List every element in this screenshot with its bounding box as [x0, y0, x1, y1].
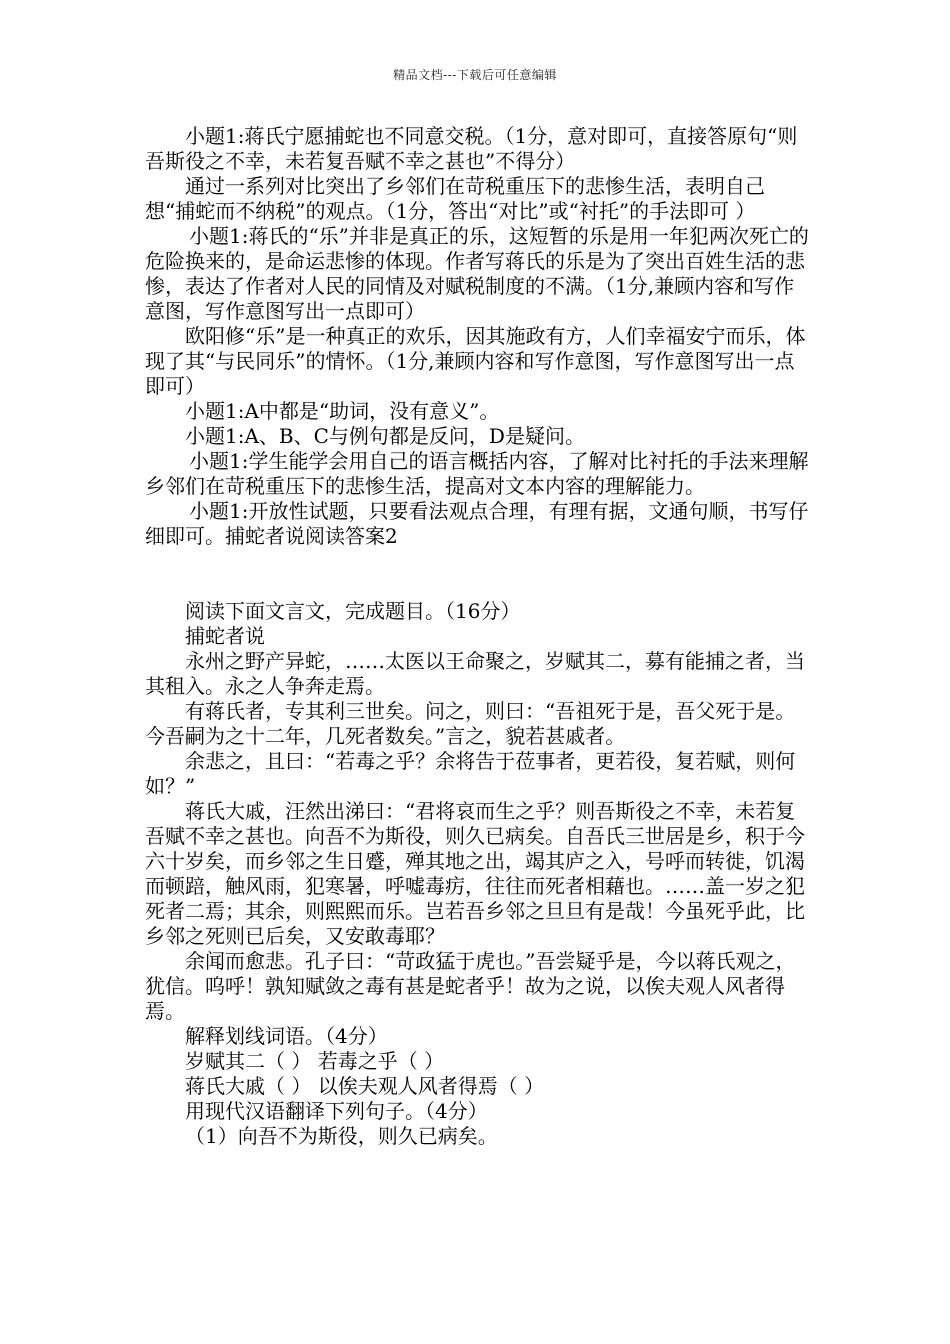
- answer-paragraph-8: 小题1:开放性试题，只要看法观点合理，有理有据，文通句顺，书写仔细即可。捕蛇者说阅读答案2: [145, 499, 809, 548]
- answer-paragraph-7: 小题1:学生能学会用自己的语言概括内容，了解对比衬托的手法来理解乡邻们在苛税重压下的悲惨生活，提高对文本内容的理解能力。: [145, 449, 809, 498]
- passage-paragraph-5: 余闻而愈悲。孔子曰：“苛政猛于虎也。”吾尝疑乎是，今以蒋氏观之，犹信。呜呼！孰知赋敛之毒有甚是蛇者乎！故为之说，以俟夫观人风者得焉。: [145, 949, 796, 1023]
- question-vocab: 解释划线词语。（4分）: [185, 1024, 388, 1048]
- document-body: [145, 124, 810, 1149]
- answer-paragraph-3: 小题1:蒋氏的“乐”并非是真正的乐，这短暂的乐是用一年犯两次死亡的危险换来的，是命运悲惨的体现。作者写蒋氏的乐是为了突出百姓生活的悲惨，表达了作者对人民的同情及对赋税制度的不满。（1分,兼顾内容和写作意图，写作意图写出一点即可）: [145, 224, 809, 323]
- question-translate-item-1: （1）向吾不为斯役，则久已病矣。: [185, 1124, 498, 1148]
- question-translate: 用现代汉语翻译下列句子。（4分）: [185, 1099, 488, 1123]
- question-intro: 阅读下面文言文，完成题目。（16分）: [185, 599, 521, 623]
- page-header: 精品文档---下载后可任意编辑: [393, 68, 557, 82]
- answer-paragraph-4: 欧阳修“乐”是一种真正的欢乐，因其施政有方，人们幸福安宁而乐，体现了其“与民同乐”的情怀。（1分,兼顾内容和写作意图，写作意图写出一点即可）: [145, 324, 806, 398]
- answer-paragraph-2: 通过一系列对比突出了乡邻们在苛税重压下的悲惨生活，表明自己想“捕蛇而不纳税”的观点。（1分，答出“对比”或“衬托”的手法即可 ）: [145, 174, 765, 223]
- question-vocab-line-1: 岁赋其二（ ） 若毒之乎（ ）: [185, 1049, 445, 1073]
- passage-title: 捕蛇者说: [185, 624, 265, 648]
- passage-paragraph-4: 蒋氏大戚，汪然出涕曰：“君将哀而生之乎？则吾斯役之不幸，未若复吾赋不幸之甚也。向吾不为斯役，则久已病矣。自吾氏三世居是乡，积于今六十岁矣，而乡邻之生日蹙，殚其地之出，竭其庐之入，号呼而转徙，饥渴而顿踣，触风雨，犯寒暑，呼嘘毒疠，往往而死者相藉也。……盖一岁之犯死者二焉；其余，则熙熙而乐。岂若吾乡邻之旦旦有是哉！今虽死乎此，比乡邻之死则已后矣，又安敢毒耶？: [145, 799, 805, 948]
- passage-paragraph-1: 永州之野产异蛇，……太医以王命聚之，岁赋其二，募有能捕之者，当其租入。永之人争奔走焉。: [145, 649, 805, 698]
- passage-paragraph-2: 有蒋氏者，专其利三世矣。问之，则曰：“吾祖死于是，吾父死于是。今吾嗣为之十二年，几死者数矣。”言之，貌若甚戚者。: [145, 699, 796, 748]
- answer-paragraph-5: 小题1:A中都是“助词，没有意义”。: [185, 399, 500, 423]
- answer-paragraph-1: 小题1:蒋氏宁愿捕蛇也不同意交税。（1分，意对即可，直接答原句“则吾斯役之不幸，未若复吾赋不幸之甚也”不得分）: [145, 124, 798, 173]
- question-vocab-line-2: 蒋氏大戚（ ） 以俟夫观人风者得焉（ ）: [185, 1074, 545, 1098]
- section-gap: [145, 549, 810, 599]
- answer-paragraph-6: 小题1:A、B、C与例句都是反问，D是疑问。: [185, 424, 585, 448]
- passage-paragraph-3: 余悲之，且曰：“若毒之乎？余将告于莅事者，更若役，复若赋，则何如？”: [145, 749, 796, 798]
